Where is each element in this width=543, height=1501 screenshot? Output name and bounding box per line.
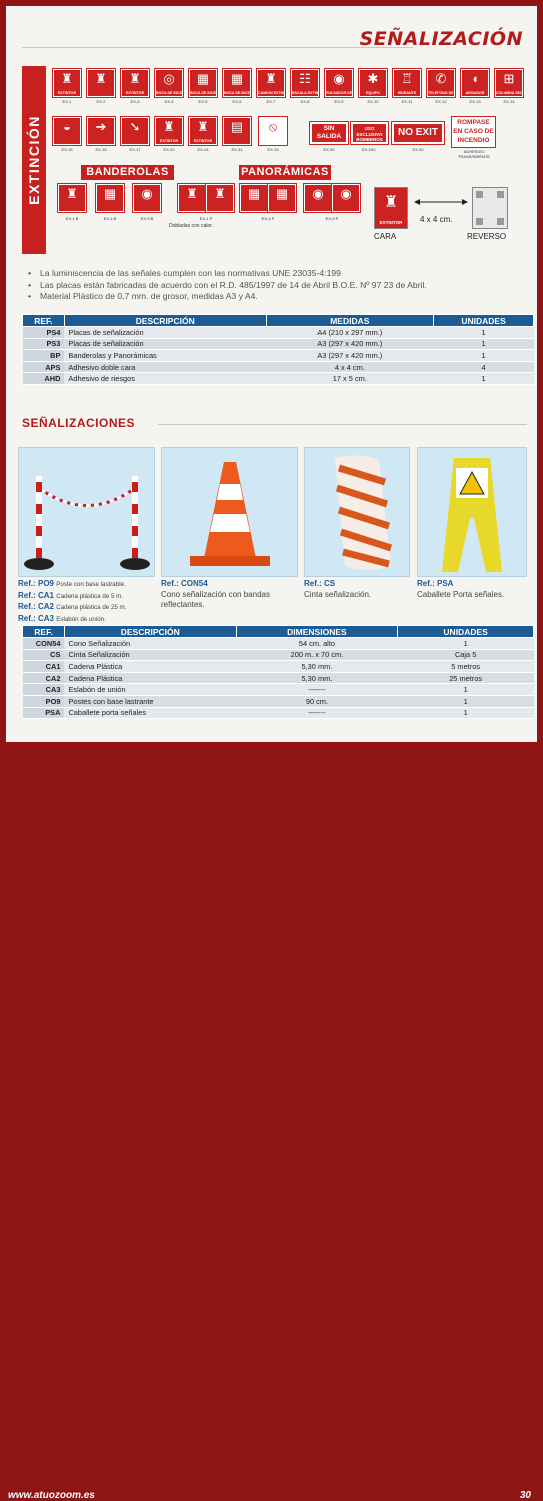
tape-caption: Ref.: CS Cinta señalización.	[304, 579, 410, 600]
sign-code: EX-31	[220, 147, 254, 152]
no-exit-sign: NO EXIT	[392, 122, 444, 144]
table-row: PS4 Placas de señalización A4 (210 x 297 mm.) 1	[23, 327, 534, 339]
hose-reel-icon: ◎	[156, 72, 182, 86]
extinguisher-icon: ♜	[179, 187, 205, 201]
banderola-ex-1	[58, 184, 86, 212]
sign-ex-24: ♜ EXTINTOR	[189, 117, 217, 145]
section-divider	[158, 424, 527, 425]
sign-code: EX-19C	[352, 147, 386, 152]
tape-photo	[304, 447, 410, 577]
sign-code: EX-8	[288, 99, 322, 104]
extinguisher-icon: ♜	[122, 72, 148, 86]
reverso-sign	[472, 187, 508, 229]
sign-code: EX-13	[256, 147, 290, 152]
note-item: • La luminiscencia de las señales cumplen con las normativas UNE 23035-4:199	[28, 268, 528, 280]
page-number	[520, 1490, 531, 1501]
col-dimensiones: DIMENSIONES	[236, 626, 398, 638]
sign-code: EX-1 B	[55, 216, 89, 221]
col-descripcion: DESCRIPCIÓN	[64, 315, 266, 327]
sign-ex-31	[223, 117, 251, 145]
sign-code: EX-30	[312, 147, 346, 152]
cara-sign: ♜ EXTINTOR	[374, 187, 408, 229]
col-unidades: UNIDADES	[398, 626, 534, 638]
cone-illustration	[162, 448, 298, 577]
sign-ex-4: ◎ BOCA DE INCE	[155, 69, 183, 97]
col-ref: REF.	[23, 626, 65, 638]
rompase-sign: ROMPASE EN CASO DE INCENDIO	[451, 116, 496, 148]
sign-ex-5: ▦ BOCA DE INCE	[189, 69, 217, 97]
sign-code: EX-20	[152, 147, 186, 152]
panoramica-ex-9a	[304, 184, 332, 212]
table-row: CON54 Cono Señalización 54 cm. alto 1	[23, 638, 534, 650]
alarm-button-icon: ◉	[134, 187, 160, 201]
sign-ex-20: ♜ EXTINTOR	[155, 117, 183, 145]
arrow-diagonal-icon: ➘	[122, 120, 148, 134]
senalizaciones-title: SEÑALIZACIONES	[22, 416, 135, 430]
adhesive-size: 4 x 4 cm.	[420, 215, 452, 224]
products-table	[22, 625, 534, 719]
banderolas-label: BANDEROLAS	[81, 165, 174, 180]
cone-photo	[161, 447, 298, 577]
panoramica-ex-9b	[332, 184, 360, 212]
phone-icon: ✆	[428, 72, 454, 86]
arrow-right-icon: ➔	[88, 120, 114, 134]
extinguisher-icon: ♜	[54, 72, 80, 86]
sign-ex-14: ⊞ COLUMNA SE	[495, 69, 523, 97]
table-row: CA3 Eslabón de unión ------- 1	[23, 684, 534, 696]
sign-ex-10: ✱ EQUIPO	[359, 69, 387, 97]
siren-icon: ◖	[462, 72, 488, 86]
reverso-label: REVERSO	[467, 232, 506, 241]
alarm-button-icon: ◉	[305, 187, 331, 201]
alarm-button-icon: ◉	[333, 187, 359, 201]
sign-ex-8: ☷ ESCALA EXTIN	[291, 69, 319, 97]
hose-reel-icon: ▦	[241, 187, 267, 201]
hose-reel-icon: ▦	[269, 187, 295, 201]
ladder-icon: ☷	[292, 72, 318, 86]
panoramica-ex-1b	[206, 184, 234, 212]
caption-line: Ref.: CA1 Cadena plástica de 5 m.	[18, 591, 158, 603]
table-row: CA2 Cadena Plástica 5,30 mm. 25 metros	[23, 672, 534, 684]
sign-no-smoking	[259, 117, 287, 145]
note-item: • Las placas están fabricadas de acuerdo con el R.D. 485/1997 de 14 de Abril B.O.E. Nº 97 23 de Abril.	[28, 280, 528, 292]
notes-list	[28, 268, 528, 303]
alarm-button-icon: ◉	[326, 72, 352, 86]
sign-stand-photo	[417, 447, 527, 577]
sign-code: EX-12	[424, 99, 458, 104]
caption-line: Ref.: CA2 Cadena plástica de 25 m.	[18, 602, 158, 614]
extinguisher-icon: ♜	[190, 120, 216, 134]
extinguisher-icon: ♜	[59, 187, 85, 201]
table-row: CA1 Cadena Plástica 5,30 mm. 5 metros	[23, 661, 534, 673]
note-item: • Material Plástico de 0,7 mm. de grosor, medidas A3 y A4.	[28, 291, 528, 303]
sign-code: EX-15	[50, 147, 84, 152]
sign-ex-12: ✆ TELÉFONO DE	[427, 69, 455, 97]
sign-code: ADHESIVO TRANSPARENTE	[451, 149, 497, 159]
table-row: CS Cinta Señalización 200 m. x 70 cm. Caja 5	[23, 649, 534, 661]
sign-ex-17	[121, 117, 149, 145]
stand-caption: Ref.: PSA Caballete Porta señales.	[417, 579, 529, 600]
tape-illustration	[305, 448, 410, 577]
title-divider	[22, 47, 413, 48]
table-row: APS Adhesivo doble cara 4 x 4 cm. 4	[23, 361, 534, 373]
cone-caption: Ref.: CON54 Cono señalización con bandas reflectantes.	[161, 579, 298, 611]
col-medidas: MEDIDAS	[266, 315, 434, 327]
sign-code: EX-14	[492, 99, 526, 104]
sign-code: EX-3	[118, 99, 152, 104]
hose-reel-icon: ▦	[190, 72, 216, 86]
sign-code: EX-32	[401, 147, 435, 152]
caption-line: Ref.: CA3 Eslabón de unión.	[18, 614, 158, 626]
panoramica-ex-1a	[178, 184, 206, 212]
panoramicas-label: PANORÁMICAS	[239, 165, 331, 180]
sign-ex-2	[87, 69, 115, 97]
sign-ex-11: ♖ HIDRANTE	[393, 69, 421, 97]
extinguisher-icon: ♜	[375, 192, 407, 212]
extincion-band	[22, 66, 46, 254]
banderola-ex-9	[133, 184, 161, 212]
dome-icon: ◒	[54, 120, 80, 134]
page-title: SEÑALIZACIÓN	[360, 28, 523, 50]
sign-stand-illustration	[418, 448, 527, 577]
sign-ex-6: ▦ BOCA DE INCE	[223, 69, 251, 97]
sign-ex-16	[87, 117, 115, 145]
catalog-page	[6, 6, 537, 742]
sign-code: EX-1 P	[189, 216, 223, 221]
table-row: PSA Caballete porta señales ------- 1	[23, 707, 534, 719]
sign-code: EX-4	[152, 99, 186, 104]
sign-code: EX-9 B	[130, 216, 164, 221]
fire-cabinet-icon: ▤	[224, 120, 250, 134]
signs-table	[22, 314, 534, 385]
no-smoking-icon: ⦸	[260, 120, 286, 134]
col-unidades: UNIDADES	[434, 315, 534, 327]
extinguisher-icon: ♜	[156, 120, 182, 134]
sign-code: EX-1	[50, 99, 84, 104]
sign-code: EX-10	[356, 99, 390, 104]
sign-code: EX-5	[186, 99, 220, 104]
dobladas-note: Dobladas con calor.	[169, 223, 213, 229]
sign-ex-9: ◉ PULSADOR DE	[325, 69, 353, 97]
sign-code: EX-11	[390, 99, 424, 104]
sign-code: EX-24	[186, 147, 220, 152]
sign-code: EX-9 P	[315, 216, 349, 221]
sign-code: EX-13	[458, 99, 492, 104]
sign-code: EX-6	[220, 99, 254, 104]
sign-code: EX-7	[254, 99, 288, 104]
extincion-band-label: EXTINCIÓN	[26, 115, 42, 205]
col-descripcion: DESCRIPCIÓN	[64, 626, 236, 638]
sign-code: EX-2	[84, 99, 118, 104]
sign-ex-1: ♜ EXTINTOR	[53, 69, 81, 97]
posts-caption	[18, 579, 158, 625]
extinguisher-icon: ♜	[88, 72, 114, 86]
extinguisher-icon: ♜	[207, 187, 233, 201]
posts-chain-illustration	[19, 448, 155, 577]
sign-code: EX-17	[118, 147, 152, 152]
panoramica-ex-4b	[268, 184, 296, 212]
sign-ex-7: ♜ CAMIÓN EXTIN	[257, 69, 285, 97]
col-ref: REF.	[23, 315, 65, 327]
hose-reel-icon: ▦	[224, 72, 250, 86]
banderola-ex-4	[96, 184, 124, 212]
panoramica-ex-4a	[240, 184, 268, 212]
hydrant-icon: ♖	[394, 72, 420, 86]
sign-ex-15	[53, 117, 81, 145]
footer-url[interactable]	[8, 1490, 95, 1501]
sign-code: EX-9	[322, 99, 356, 104]
sign-code: EX-16	[84, 147, 118, 152]
uso-exclusivo-sign: USO EXCLUSIVO BOMBEROS	[351, 122, 388, 144]
extinguisher-icon: ♜	[258, 72, 284, 86]
table-row: BP Banderolas y Panorámicas A3 (297 x 420 mm.) 1	[23, 350, 534, 362]
equipment-icon: ✱	[360, 72, 386, 86]
cara-label: CARA	[374, 232, 396, 241]
sign-code: EX-4 P	[251, 216, 285, 221]
posts-chain-photo	[18, 447, 155, 577]
sign-code: EX-4 B	[93, 216, 127, 221]
caption-line: Ref.: PO9 Poste con base lastrable.	[18, 579, 158, 591]
sign-ex-3: ♜ EXTINTOR	[121, 69, 149, 97]
hose-reel-icon: ▦	[97, 187, 123, 201]
table-row: PS3 Placas de señalización A3 (297 x 420 mm.) 1	[23, 338, 534, 350]
table-row: PO9 Postes con base lastrante 90 cm. 1	[23, 695, 534, 707]
table-row: AHD Adhesivo de riesgos 17 x 5 cm. 1	[23, 373, 534, 385]
footer-bar	[0, 742, 543, 768]
dry-riser-icon: ⊞	[496, 72, 522, 86]
sign-ex-13: ◖ AVISADOR	[461, 69, 489, 97]
sin-salida-sign: SIN SALIDA	[310, 122, 348, 144]
